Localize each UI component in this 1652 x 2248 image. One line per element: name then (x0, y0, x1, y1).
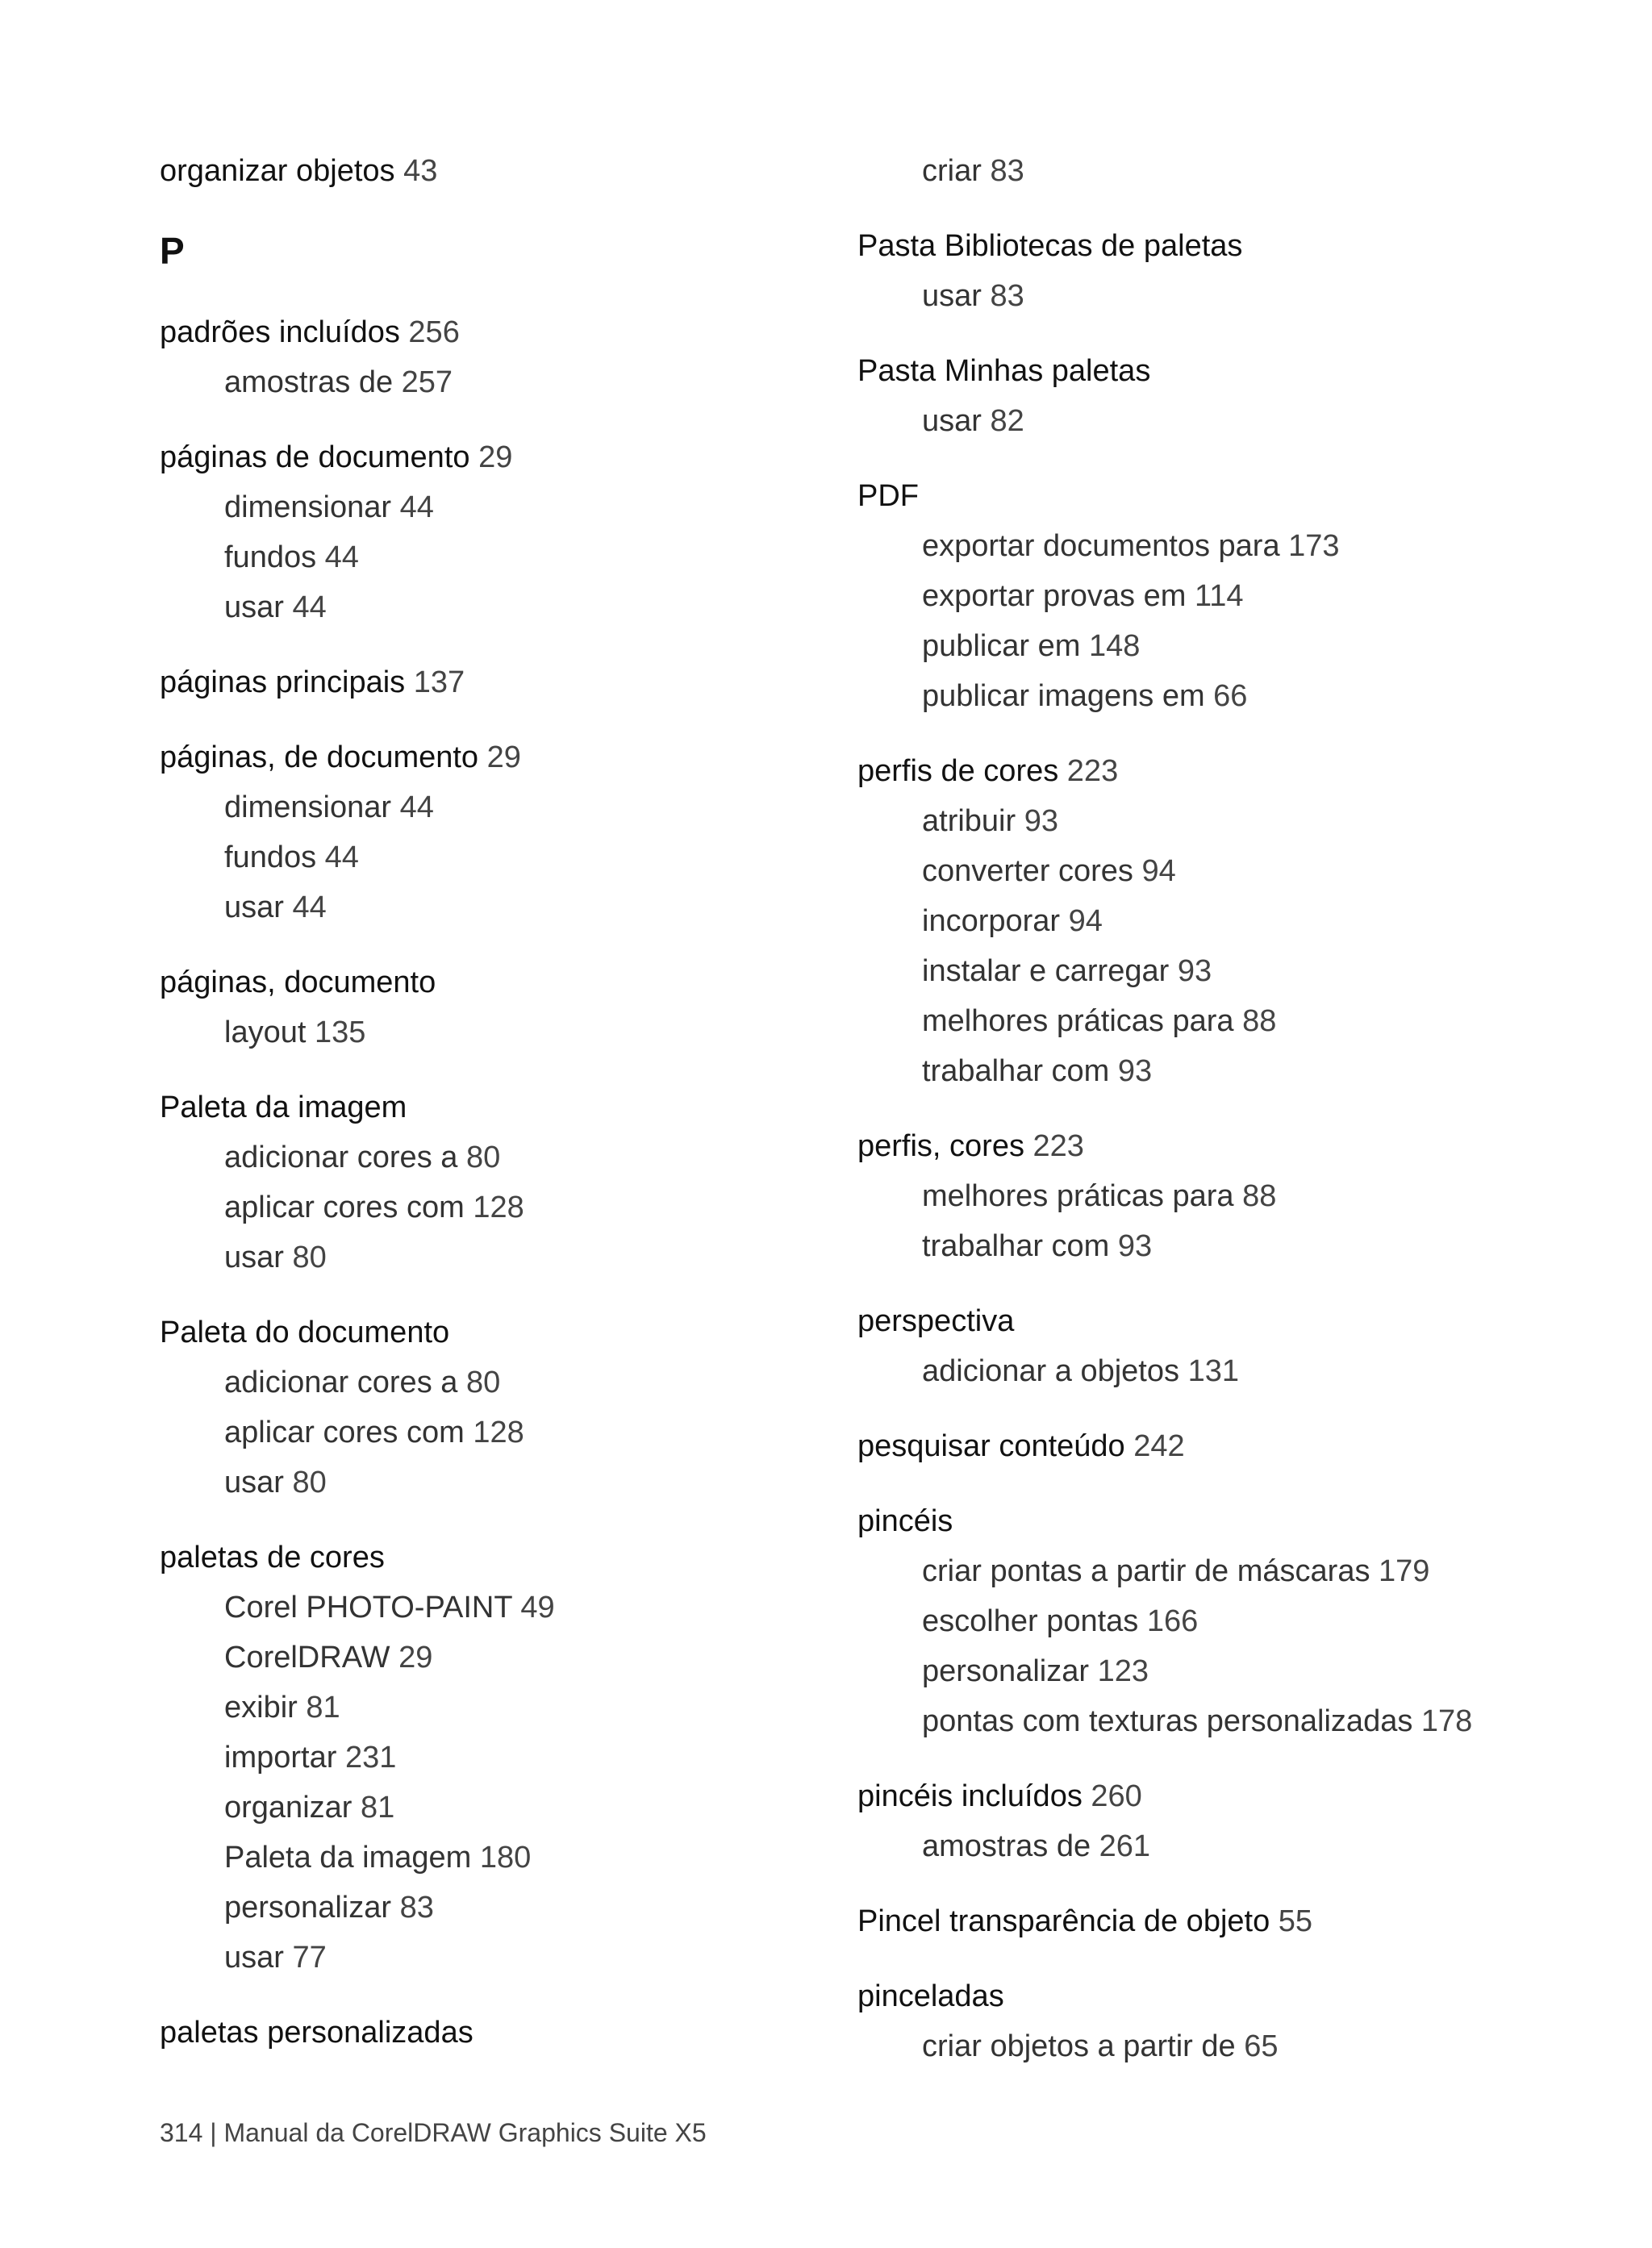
index-term: criar (922, 154, 982, 188)
index-page-number: 128 (473, 1416, 524, 1449)
index-term: Pincel transparência de objeto (857, 1904, 1270, 1938)
index-term: pesquisar conteúdo (857, 1429, 1125, 1463)
index-subentry (224, 1415, 524, 1450)
index-subentry (922, 953, 1212, 989)
index-term: escolher pontas (922, 1604, 1139, 1638)
index-term: instalar e carregar (922, 954, 1170, 988)
index-page-number: 44 (292, 590, 327, 624)
section-letter (160, 231, 185, 271)
index-term: aplicar cores com (224, 1416, 465, 1449)
index-entry (857, 1904, 1312, 1939)
index-entry (857, 1428, 1185, 1464)
index-subentry (922, 1654, 1149, 1689)
index-page-number: 131 (1187, 1354, 1239, 1388)
index-term: paletas personalizadas (160, 2016, 473, 2050)
index-term: layout (224, 1016, 307, 1049)
index-entry (160, 965, 436, 1000)
index-term: Corel PHOTO-PAINT (224, 1591, 512, 1624)
index-term: organizar objetos (160, 154, 395, 188)
index-page-number: 166 (1146, 1604, 1199, 1638)
index-entry (857, 478, 919, 514)
index-page-number: 94 (1068, 904, 1103, 938)
index-subentry (922, 628, 1140, 664)
index-term: pincéis (857, 1504, 953, 1538)
index-subentry (922, 1178, 1276, 1214)
index-page-number: 80 (465, 1141, 501, 1174)
index-subentry (224, 365, 453, 400)
index-page-number: 81 (306, 1691, 340, 1725)
index-page-number: 77 (292, 1941, 327, 1975)
index-entry (857, 1303, 1014, 1339)
index-page-number: 83 (990, 279, 1024, 313)
index-subentry (224, 1240, 327, 1275)
index-entry (160, 153, 437, 189)
index-subentry (224, 490, 434, 525)
index-term: personalizar (224, 1891, 391, 1925)
index-subentry (224, 1190, 524, 1225)
index-page-number: 44 (324, 840, 359, 874)
index-subentry (922, 153, 1024, 189)
index-term: melhores práticas para (922, 1004, 1234, 1038)
index-page-number: 66 (1213, 679, 1248, 713)
index-term: converter cores (922, 854, 1133, 888)
index-term: trabalhar com (922, 1054, 1110, 1088)
index-term: publicar imagens em (922, 679, 1205, 713)
index-term: exportar provas em (922, 579, 1187, 613)
index-page-number: 55 (1278, 1904, 1313, 1938)
index-page-number: 83 (990, 154, 1024, 188)
index-term: páginas de documento (160, 440, 470, 474)
index-subentry (922, 1604, 1198, 1639)
index-term: criar pontas a partir de máscaras (922, 1554, 1370, 1588)
index-subentry (922, 2029, 1278, 2064)
index-term: pincéis incluídos (857, 1779, 1083, 1813)
index-entry (160, 440, 512, 475)
index-page-number: 93 (1177, 954, 1212, 988)
index-page-number: 261 (1099, 1829, 1151, 1863)
index-page-number: 80 (292, 1241, 327, 1274)
page-footer: 314 | Manual da CorelDRAW Graphics Suite X5 (160, 2118, 707, 2147)
index-page-number: 82 (990, 404, 1024, 438)
index-subentry (224, 1840, 531, 1875)
index-term: usar (922, 404, 982, 438)
index-subentry (224, 1790, 394, 1825)
index-subentry (922, 528, 1340, 564)
index-subentry (922, 578, 1244, 614)
index-term: usar (224, 590, 284, 624)
index-subentry (224, 1465, 327, 1500)
index-page-number: 93 (1024, 804, 1058, 838)
index-page-number: 260 (1091, 1779, 1142, 1813)
index-term: Pasta Bibliotecas de paletas (857, 229, 1243, 263)
index-subentry (922, 678, 1247, 714)
index-term: amostras de (922, 1829, 1091, 1863)
index-term: adicionar a objetos (922, 1354, 1179, 1388)
index-subentry (922, 1003, 1276, 1039)
index-page-number: 137 (413, 665, 465, 699)
index-term: exportar documentos para (922, 529, 1280, 563)
index-subentry (922, 278, 1024, 314)
index-page-number: 180 (479, 1841, 532, 1875)
index-subentry (922, 1704, 1472, 1739)
index-entry (857, 353, 1150, 389)
index-subentry (922, 853, 1176, 889)
index-subentry (224, 1890, 434, 1925)
index-entry (160, 740, 521, 775)
index-term: organizar (224, 1791, 353, 1825)
index-page-number: 81 (360, 1791, 395, 1825)
index-entry (160, 665, 465, 700)
index-page-number: 80 (292, 1466, 327, 1499)
index-term: usar (224, 1241, 284, 1274)
index-page-number: 44 (399, 790, 434, 824)
index-page-number: 123 (1097, 1654, 1149, 1688)
index-page-number: 80 (465, 1366, 501, 1399)
index-term: paletas de cores (160, 1541, 385, 1574)
index-term: importar (224, 1741, 337, 1775)
index-term: personalizar (922, 1654, 1089, 1688)
index-term: PDF (857, 479, 919, 513)
index-subentry (922, 1053, 1152, 1089)
index-page-number: 88 (1242, 1004, 1277, 1038)
index-term: exibir (224, 1691, 298, 1725)
index-term: aplicar cores com (224, 1191, 465, 1224)
index-page-number: 257 (401, 365, 453, 399)
index-term: perfis, cores (857, 1129, 1024, 1163)
index-entry (160, 1315, 449, 1350)
index-term: usar (224, 890, 284, 924)
index-term: fundos (224, 840, 317, 874)
index-subentry (224, 540, 359, 575)
index-term: criar objetos a partir de (922, 2029, 1236, 2063)
index-term: usar (922, 279, 982, 313)
index-page-number: 83 (399, 1891, 434, 1925)
index-entry (857, 1504, 953, 1539)
index-entry (857, 1128, 1084, 1164)
index-term: adicionar cores a (224, 1366, 458, 1399)
index-subentry (224, 1015, 365, 1050)
index-subentry (922, 1353, 1239, 1389)
index-subentry (224, 840, 359, 875)
index-entry (160, 1090, 407, 1125)
index-page-number: 128 (473, 1191, 524, 1224)
index-page-number: 44 (324, 540, 359, 574)
index-subentry (224, 1590, 555, 1625)
index-subentry (922, 1829, 1150, 1864)
index-subentry (224, 1740, 396, 1775)
index-subentry (224, 790, 434, 825)
index-subentry (224, 1940, 327, 1975)
index-page-number: 65 (1244, 2029, 1279, 2063)
index-entry (857, 753, 1118, 789)
index-page-number: 223 (1066, 754, 1119, 788)
index-term: fundos (224, 540, 317, 574)
index-subentry (922, 803, 1058, 839)
index-page-number: 94 (1141, 854, 1176, 888)
index-page-number: 242 (1133, 1429, 1185, 1463)
index-page-number: 49 (520, 1591, 555, 1624)
index-term: perspectiva (857, 1304, 1015, 1338)
index-page-number: 179 (1379, 1554, 1430, 1588)
index-subentry (922, 903, 1103, 939)
index-subentry (922, 1228, 1152, 1264)
index-subentry (224, 1365, 500, 1400)
index-page-number: 44 (292, 890, 327, 924)
index-page-number: 178 (1420, 1704, 1473, 1738)
index-term: adicionar cores a (224, 1141, 458, 1174)
index-page-number: 88 (1242, 1179, 1277, 1213)
index-term: incorporar (922, 904, 1061, 938)
index-term: perfis de cores (857, 754, 1059, 788)
index-term: usar (224, 1466, 284, 1499)
index-entry (857, 1979, 1004, 2014)
index-entry (857, 228, 1242, 264)
index-subentry (922, 403, 1024, 439)
index-subentry (224, 1140, 500, 1175)
index-term: Paleta da imagem (224, 1841, 472, 1875)
index-term: dimensionar (224, 490, 391, 524)
index-term: pinceladas (857, 1979, 1004, 2013)
index-term: Paleta do documento (160, 1316, 450, 1349)
index-term: páginas, de documento (160, 740, 479, 774)
index-term: melhores práticas para (922, 1179, 1234, 1213)
index-page-number: 148 (1088, 629, 1141, 663)
index-page-number: 93 (1117, 1229, 1153, 1263)
index-term: Paleta da imagem (160, 1091, 407, 1124)
index-subentry (224, 1640, 432, 1675)
index-term: Pasta Minhas paletas (857, 354, 1151, 388)
index-subentry (224, 890, 327, 925)
index-page-number: 114 (1194, 579, 1244, 613)
index-page-number: 44 (399, 490, 434, 524)
index-page-number: 29 (398, 1641, 433, 1675)
index-entry (160, 2015, 473, 2050)
index-page-number: 173 (1288, 529, 1340, 563)
index-page-number: 231 (344, 1741, 397, 1775)
index-term: CorelDRAW (224, 1641, 390, 1675)
index-entry (857, 1779, 1142, 1814)
index-term: publicar em (922, 629, 1081, 663)
index-term: páginas, documento (160, 966, 436, 999)
index-entry (160, 1540, 385, 1575)
index-term: pontas com texturas personalizadas (922, 1704, 1413, 1738)
index-term: páginas principais (160, 665, 406, 699)
index-page-number: 223 (1032, 1129, 1084, 1163)
index-term: usar (224, 1941, 284, 1975)
index-page-number: 256 (408, 315, 460, 349)
index-term: dimensionar (224, 790, 391, 824)
index-page-number: 29 (478, 440, 513, 474)
index-term: padrões incluídos (160, 315, 400, 349)
index-entry (160, 315, 460, 350)
index-page-number: 93 (1117, 1054, 1153, 1088)
index-subentry (224, 590, 327, 625)
index-term: amostras de (224, 365, 394, 399)
section-letter-text: P (160, 230, 185, 272)
index-page-number: 29 (486, 740, 521, 774)
index-term: trabalhar com (922, 1229, 1110, 1263)
index-subentry (224, 1690, 340, 1725)
index-page-number: 43 (403, 154, 438, 188)
index-term: atribuir (922, 804, 1016, 838)
index-page-number: 135 (314, 1016, 366, 1049)
index-subentry (922, 1554, 1429, 1589)
